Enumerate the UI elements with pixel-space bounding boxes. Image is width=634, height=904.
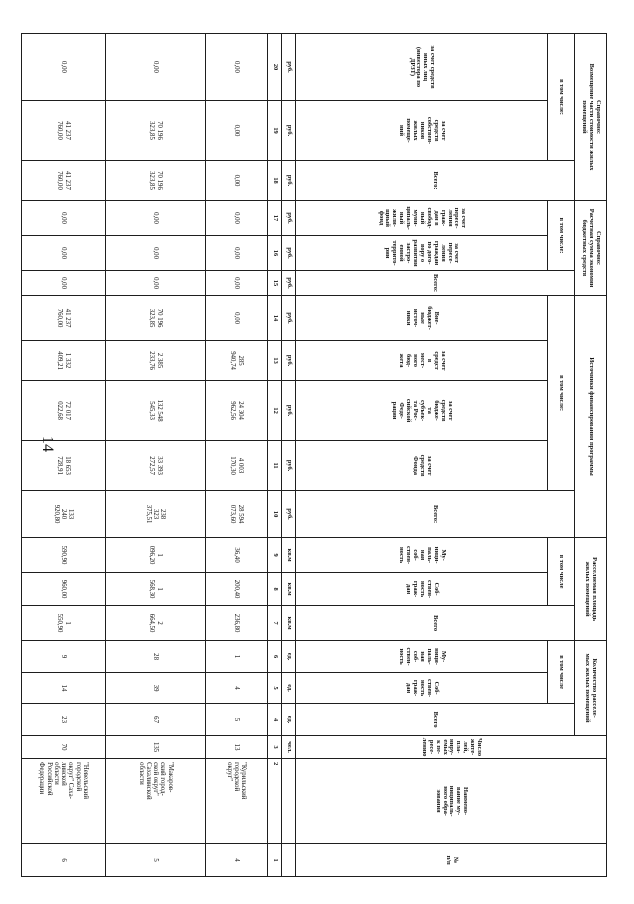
cell-compensation-owners: 0,00: [206, 101, 268, 161]
cell-finance-local: 285 940,74: [206, 341, 268, 381]
header-group-area: Расселяемая площадь жилых помещений: [575, 538, 607, 641]
column-number-savings-development: 16: [268, 236, 282, 271]
unit-count-municipal: ед.: [282, 641, 296, 673]
header-area-citizens: Соб- ствен- ность граж- дан: [296, 573, 548, 606]
header-count-total: Всего: [296, 704, 575, 736]
units-row: [282, 34, 296, 877]
column-number-finance-fund: 11: [268, 441, 282, 491]
table-row: [206, 34, 268, 877]
cell-savings-total: 0,00: [206, 271, 268, 296]
rotated-table-area: [22, 33, 607, 876]
unit-finance-regional: руб.: [282, 381, 296, 441]
column-number-savings-total: 15: [268, 271, 282, 296]
column-number-row: [268, 34, 282, 877]
cell-area-citizens: 1 568,30: [106, 573, 206, 606]
table-body: [22, 34, 296, 877]
column-number-finance-total: 10: [268, 491, 282, 538]
unit-number: [282, 844, 296, 877]
cell-count-citizens: 4: [206, 673, 268, 704]
cell-area-citizens: 960,00: [22, 573, 106, 606]
column-number-finance-local: 13: [268, 341, 282, 381]
header-compensation-owners: за счет средств собствен- ников жилых помеще- ний: [296, 101, 548, 161]
column-number-compensation-total: 18: [268, 161, 282, 201]
cell-savings-development: 0,00: [206, 236, 268, 271]
unit-count-total: ед.: [282, 704, 296, 736]
cell-name: "Макаров- ский город- ской округ" Сахалинской области: [106, 759, 206, 844]
header-count-including: в том числе: [548, 641, 575, 704]
column-number-area-citizens: 8: [268, 573, 282, 606]
column-number-area-municipal: 9: [268, 538, 282, 573]
cell-savings-total: 0,00: [22, 271, 106, 296]
header-residents: Число жите- лей, пла- ниру- емых к пе- ресе- лению: [296, 736, 607, 759]
cell-finance-total: 238 323 375,51: [106, 491, 206, 538]
unit-area-total: кв.м: [282, 606, 296, 641]
column-number-name: 2: [268, 759, 282, 844]
landscape-table-frame: [22, 33, 607, 876]
header-finance-total: Всего:: [296, 491, 575, 538]
cell-count-citizens: 39: [106, 673, 206, 704]
unit-savings-total: руб.: [282, 271, 296, 296]
cell-finance-extra: 70 196 323,85: [106, 296, 206, 341]
cell-residents: 70: [22, 736, 106, 759]
cell-area-total: 2 664,50: [106, 606, 206, 641]
header-finance-local-budget: за счет средст в мест- ного бюд- жета: [296, 341, 548, 381]
cell-area-municipal: 36,40: [206, 538, 268, 573]
header-number: № п/п: [296, 844, 607, 877]
unit-savings-development: руб.: [282, 236, 296, 271]
unit-savings-free-fund: руб.: [282, 201, 296, 236]
unit-finance-fund: руб.: [282, 441, 296, 491]
cell-name: "Невельский городской округ" Саха- линской области Российской Федерации: [22, 759, 106, 844]
cell-finance-extra: 0,00: [206, 296, 268, 341]
cell-compensation-total: 0,00: [206, 161, 268, 201]
cell-area-municipal: 1 096,20: [106, 538, 206, 573]
column-number-residents: 3: [268, 736, 282, 759]
header-group-dwelling-count: Количество расселе- мых жилых помещений: [575, 641, 607, 736]
header-compensation-including: в том числе:: [548, 34, 575, 161]
header-group-financing: Источники финансирования программы: [575, 296, 607, 538]
header-area-total: Всего: [296, 606, 575, 641]
unit-area-citizens: кв.м: [282, 573, 296, 606]
header-group-savings: Справочно: Расчетная сумма экономии бюджетных средств: [575, 201, 607, 296]
cell-count-total: 23: [22, 704, 106, 736]
cell-finance-fund: 33 393 272,57: [106, 441, 206, 491]
cell-compensation-total: 70 196 323,85: [106, 161, 206, 201]
header-savings-development: за счет пересе- ления граждан по дого- вору о развитии застро- енной террито- рии: [296, 236, 548, 271]
cell-number: 4: [206, 844, 268, 877]
cell-finance-fund: 4 003 170,30: [206, 441, 268, 491]
column-number-count-citizens: 5: [268, 673, 282, 704]
cell-finance-local: 1 332 409,21: [22, 341, 106, 381]
column-number-finance-extra: 14: [268, 296, 282, 341]
header-compensation-total: Всего:: [296, 161, 575, 201]
header-count-municipal: Му- ници- паль- ная соб- ствен- ность: [296, 641, 548, 673]
header-finance-regional-budget: за счет средств бюдже- та субъек- та Рос- сийской Феде- рации: [296, 381, 548, 441]
column-number-area-total: 7: [268, 606, 282, 641]
cell-count-total: 5: [206, 704, 268, 736]
cell-compensation-owners: 41 237 760,00: [22, 101, 106, 161]
cell-finance-regional: 72 017 022,68: [22, 381, 106, 441]
cell-finance-regional: 132 548 545,33: [106, 381, 206, 441]
table-row: [22, 34, 106, 877]
cell-count-total: 67: [106, 704, 206, 736]
header-finance-extra-budget: Вне- бюджет- ные источ- ники: [296, 296, 548, 341]
cell-compensation-investors: 0,00: [22, 34, 106, 101]
table-row: [106, 34, 206, 877]
cell-finance-regional: 24 304 962,56: [206, 381, 268, 441]
cell-compensation-owners: 70 196 323,85: [106, 101, 206, 161]
column-number-number: 1: [268, 844, 282, 877]
cell-number: 6: [22, 844, 106, 877]
page-number: 14: [39, 436, 56, 452]
header-area-municipal: Му- ници- паль- ная соб- ствен- ность: [296, 538, 548, 573]
header-count-citizens: Соб- ствен- ность граж- дан: [296, 673, 548, 704]
cell-savings-total: 0,00: [106, 271, 206, 296]
header-compensation-investors: за счет средств иных лиц (инвестора по ДРЗТ): [296, 34, 548, 101]
column-number-count-total: 4: [268, 704, 282, 736]
column-number-savings-free-fund: 17: [268, 201, 282, 236]
header-municipality-name: Наимено- вание му- ниципаль- ного обра- зования: [296, 759, 607, 844]
cell-area-municipal: 590,90: [22, 538, 106, 573]
cell-savings-free-fund: 0,00: [206, 201, 268, 236]
unit-compensation-investors: руб.: [282, 34, 296, 101]
column-number-compensation-investors: 20: [268, 34, 282, 101]
cell-compensation-investors: 0,00: [206, 34, 268, 101]
unit-finance-extra: руб.: [282, 296, 296, 341]
cell-residents: 135: [106, 736, 206, 759]
cell-savings-free-fund: 0,00: [22, 201, 106, 236]
unit-count-citizens: ед.: [282, 673, 296, 704]
cell-count-municipal: 28: [106, 641, 206, 673]
cell-area-total: 236,80: [206, 606, 268, 641]
cell-savings-development: 0,00: [106, 236, 206, 271]
cell-count-municipal: 9: [22, 641, 106, 673]
cell-name: "Курильский городской округ": [206, 759, 268, 844]
column-number-count-municipal: 6: [268, 641, 282, 673]
unit-name: [282, 759, 296, 844]
unit-area-municipal: кв.м: [282, 538, 296, 573]
cell-number: 5: [106, 844, 206, 877]
header-finance-fund: за счет средств Фонда: [296, 441, 548, 491]
cell-residents: 13: [206, 736, 268, 759]
column-number-compensation-owners: 19: [268, 101, 282, 161]
relocation-program-table: [21, 33, 607, 877]
cell-finance-local: 2 385 233,76: [106, 341, 206, 381]
cell-compensation-investors: 0,00: [106, 34, 206, 101]
cell-finance-total: 28 594 073,60: [206, 491, 268, 538]
cell-area-citizens: 200,40: [206, 573, 268, 606]
cell-savings-free-fund: 0,00: [106, 201, 206, 236]
header-area-including: в том числе: [548, 538, 575, 606]
header-row-groups: [575, 34, 607, 877]
unit-residents: чел.: [282, 736, 296, 759]
header-group-compensation: Справочно: Возмещение части стоимости жилых помещений: [575, 34, 607, 201]
unit-compensation-owners: руб.: [282, 101, 296, 161]
column-number-finance-regional: 12: [268, 381, 282, 441]
cell-area-total: 1 550,90: [22, 606, 106, 641]
unit-finance-total: руб.: [282, 491, 296, 538]
unit-finance-local: руб.: [282, 341, 296, 381]
cell-finance-total: 133 240 920,80: [22, 491, 106, 538]
cell-savings-development: 0,00: [22, 236, 106, 271]
cell-finance-extra: 41 237 760,00: [22, 296, 106, 341]
header-savings-free-fund: за счет пересе- ления граж- дан в свобод- ный муни- ципаль- ный жили- щный фонд: [296, 201, 548, 236]
header-savings-including: в том числе:: [548, 201, 575, 271]
unit-compensation-total: руб.: [282, 161, 296, 201]
cell-compensation-total: 41 237 760,00: [22, 161, 106, 201]
header-finance-including: в том числе:: [548, 296, 575, 491]
header-savings-total: Всего:: [296, 271, 575, 296]
cell-finance-fund: 18 653 728,91: [22, 441, 106, 491]
cell-count-municipal: 1: [206, 641, 268, 673]
cell-count-citizens: 14: [22, 673, 106, 704]
